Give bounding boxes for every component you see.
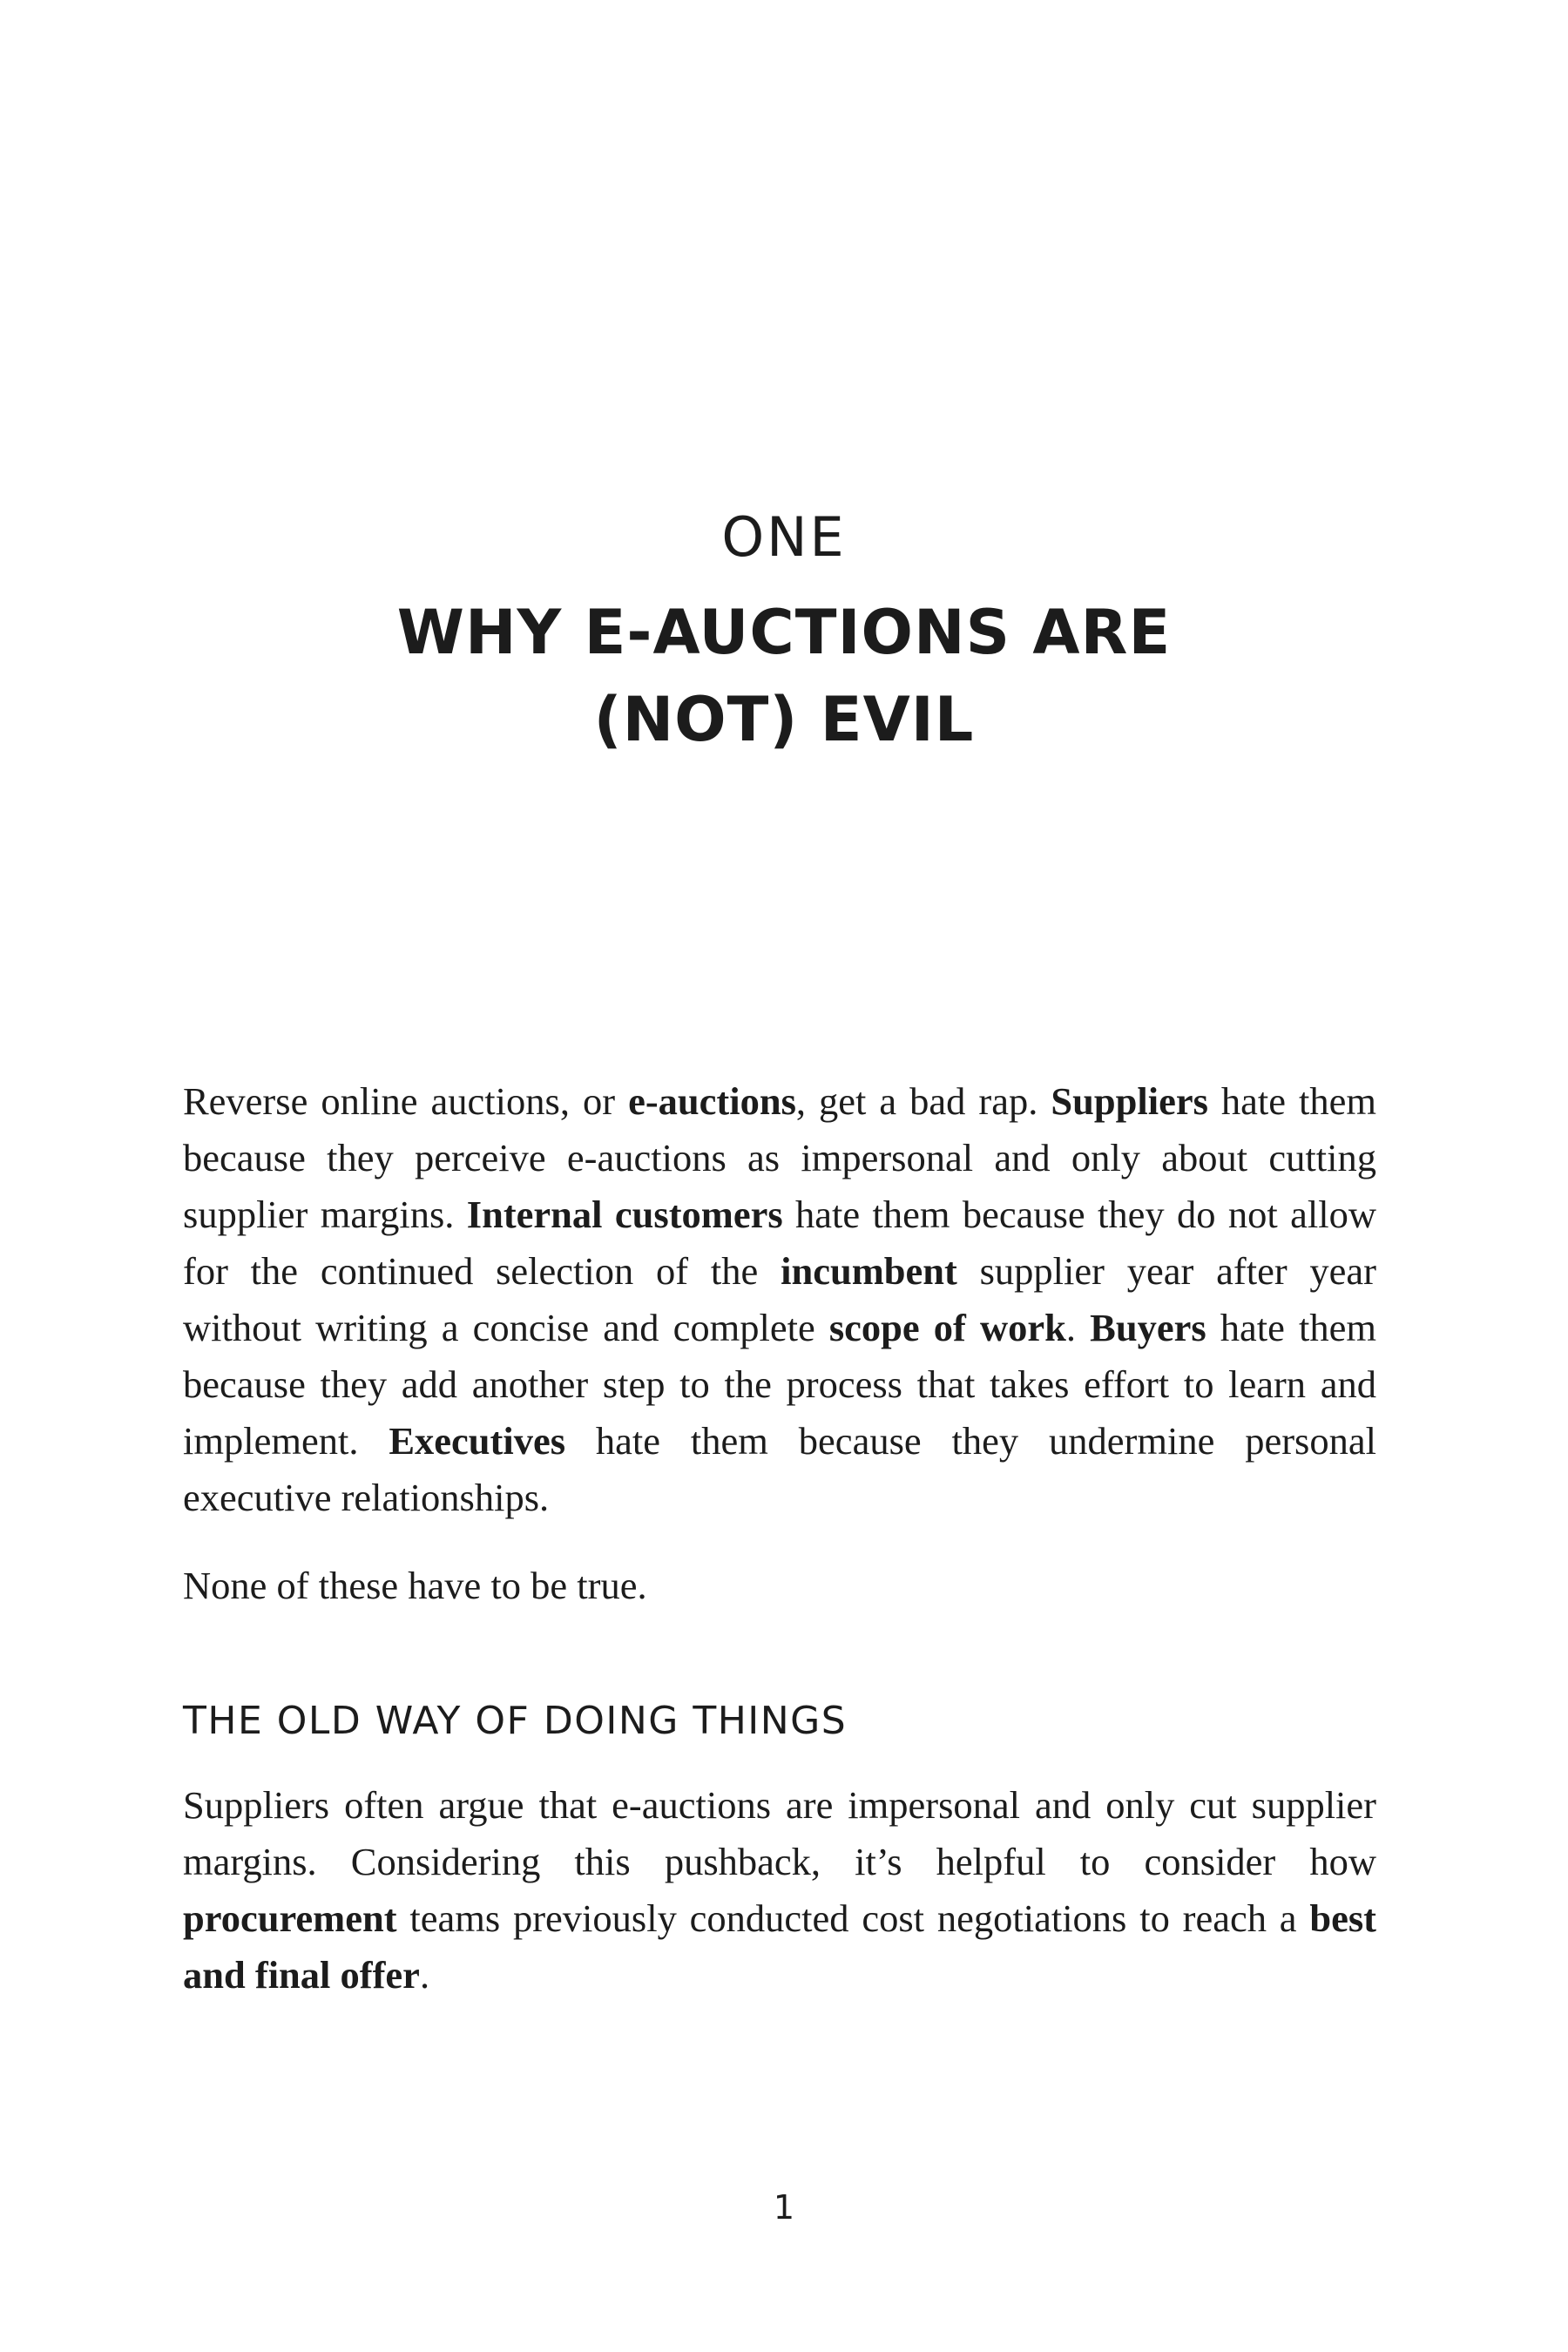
bold-term-incumbent: incumbent (781, 1249, 957, 1293)
intro-paragraph (183, 1073, 1376, 1526)
chapter-title-line-1: WHY E-AUCTIONS ARE (396, 597, 1172, 668)
bold-term-best-and-final-offer: best and final offer (183, 1896, 1376, 1997)
section-paragraph (183, 1777, 1376, 2004)
text-run: teams previously conducted cost negotiations to reach a (396, 1896, 1310, 1940)
bold-term-buyers: Buyers (1090, 1306, 1206, 1349)
text-run: hate them because they perceive e-auctions as impersonal and only about cutting supplier margins. (183, 1079, 1376, 1236)
bold-term-suppliers: Suppliers (1051, 1079, 1208, 1123)
chapter-number: ONE (721, 505, 847, 569)
text-run: hate them because they do not allow for the continued selection of the (183, 1193, 1376, 1293)
section-heading: THE OLD WAY OF DOING THINGS (183, 1699, 848, 1743)
text-run: Reverse online auctions, or (183, 1079, 629, 1123)
text-run: , get a bad rap. (795, 1079, 1051, 1123)
page-number: 1 (773, 2188, 795, 2227)
text-run: hate them because they add another step to the process that takes effort to learn and implement. (183, 1306, 1377, 1463)
bold-term-e-auctions: e-auctions (628, 1079, 796, 1123)
bold-term-procurement: procurement (183, 1896, 397, 1940)
text-run: supplier year after year without writing a concise and complete (183, 1249, 1377, 1349)
bold-term-scope-of-work: scope of work (828, 1306, 1066, 1349)
bold-term-executives: Executives (389, 1419, 566, 1463)
text-run: hate them because they undermine personal executive relationships. (183, 1419, 1376, 1519)
chapter-title (261, 589, 1307, 763)
text-run: Suppliers often argue that e-auctions are impersonal and only cut supplier margins. Considering this pushback, it’s helpful to consider how (183, 1783, 1376, 1883)
short-paragraph: None of these have to be true. (183, 1564, 647, 1607)
text-run: . (419, 1953, 430, 1997)
bold-term-internal-customers: Internal customers (466, 1193, 783, 1236)
text-run: . (1065, 1306, 1091, 1349)
chapter-title-line-2: (NOT) EVIL (593, 684, 975, 755)
